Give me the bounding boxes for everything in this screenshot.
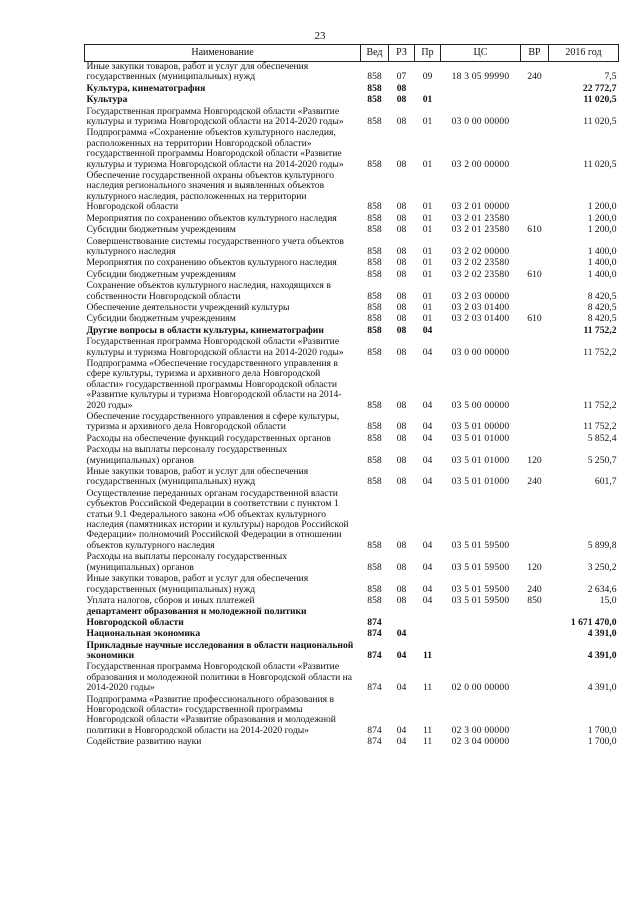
- cell-cs: 03 2 01 23580: [451, 224, 510, 236]
- cell-rz: 08: [396, 399, 407, 411]
- cell-amount: 11 752,2: [583, 324, 617, 336]
- cell-rz: 08: [396, 116, 407, 128]
- cell-rz: 08: [396, 539, 407, 551]
- cell-rz: [389, 607, 415, 629]
- cell-pr: 01: [422, 245, 433, 257]
- cell-rz: 08: [396, 268, 407, 280]
- cell-ved: 858: [367, 313, 382, 325]
- cell-cs: 03 5 01 59500: [451, 583, 510, 595]
- table-row: [85, 337, 619, 359]
- table-row: [85, 281, 619, 303]
- cell-cs: 03 2 02 23580: [451, 257, 510, 269]
- cell-pr: 04: [422, 432, 433, 444]
- cell-rz: 08: [396, 313, 407, 325]
- cell-pr: 01: [422, 116, 433, 128]
- cell-ved: 874: [367, 628, 382, 640]
- cell-rz: 08: [396, 594, 407, 606]
- cell-vr: [521, 489, 549, 552]
- cell-pr: 04: [422, 561, 433, 573]
- cell-cs: 03 2 01 00000: [451, 201, 510, 213]
- cell-amount: 11 752,2: [583, 421, 617, 433]
- header-amount: 2016 год: [549, 45, 619, 62]
- header-ved: Вед: [361, 45, 389, 62]
- cell-name: Национальная экономика: [86, 628, 201, 640]
- cell-pr: 04: [422, 324, 433, 336]
- cell-rz: 08: [396, 561, 407, 573]
- cell-name: Субсидии бюджетным учреждениям: [86, 268, 236, 280]
- cell-amount: 5 899,8: [587, 539, 617, 551]
- table-row: [85, 84, 619, 95]
- cell-pr: 01: [422, 158, 433, 170]
- table-row: [85, 489, 619, 552]
- cell-cs: 03 5 01 01000: [451, 454, 510, 466]
- table-row: [85, 574, 619, 596]
- cell-pr: 01: [422, 212, 433, 224]
- cell-name: Государственная программа Новгородской области «Развитие образования и молодежной политики в Новгородской области на 2014-2020 годы»: [86, 661, 353, 694]
- cell-rz: 08: [396, 245, 407, 257]
- cell-cs: 03 5 01 00000: [451, 421, 510, 433]
- cell-vr: [521, 258, 549, 269]
- cell-pr: 01: [422, 290, 433, 302]
- cell-ved: 858: [367, 301, 382, 313]
- cell-name: Расходы на обеспечение функций государственных органов: [86, 432, 331, 444]
- cell-amount: 8 420,5: [587, 301, 617, 313]
- cell-name: Государственная программа Новгородской области «Развитие культуры и туризма Новгородской области на 2014-2020 годы»: [86, 336, 344, 358]
- cell-amount: 4 391,0: [587, 628, 617, 640]
- cell-amount: 15,0: [599, 594, 617, 606]
- cell-pr: [415, 607, 441, 629]
- cell-cs: [441, 326, 521, 337]
- cell-rz: 08: [396, 301, 407, 313]
- table-row: [85, 359, 619, 412]
- cell-vr: [521, 237, 549, 259]
- cell-pr: 04: [422, 454, 433, 466]
- table-row: [85, 95, 619, 106]
- cell-ved: 874: [367, 682, 382, 694]
- cell-pr: 01: [422, 201, 433, 213]
- cell-vr: 850: [527, 594, 542, 606]
- cell-amount: 22 772,7: [582, 82, 617, 94]
- table-row: [85, 695, 619, 738]
- cell-rz: 04: [396, 628, 407, 640]
- cell-amount: 2 634,6: [587, 583, 617, 595]
- cell-ved: 858: [367, 421, 382, 433]
- cell-cs: 03 5 01 01000: [451, 432, 510, 444]
- cell-vr: [521, 695, 549, 738]
- cell-rz: 08: [396, 421, 407, 433]
- cell-pr: 01: [422, 224, 433, 236]
- cell-vr: [521, 737, 549, 748]
- cell-pr: 11: [422, 649, 433, 661]
- table-row: [85, 107, 619, 129]
- cell-rz: 08: [396, 212, 407, 224]
- header-pr: Пр: [415, 45, 441, 62]
- cell-vr: [521, 84, 549, 95]
- cell-name: Обеспечение деятельности учреждений культуры: [86, 301, 290, 313]
- cell-vr: [521, 128, 549, 171]
- cell-ved: 858: [367, 399, 382, 411]
- cell-rz: 08: [396, 454, 407, 466]
- cell-ved: 858: [367, 539, 382, 551]
- cell-rz: 08: [396, 583, 407, 595]
- cell-ved: 858: [367, 324, 382, 336]
- cell-pr: 04: [422, 346, 433, 358]
- cell-ved: 858: [367, 201, 382, 213]
- cell-amount: 8 420,5: [587, 290, 617, 302]
- cell-amount: 7,5: [604, 71, 617, 83]
- cell-rz: 04: [396, 724, 407, 736]
- cell-rz: 08: [396, 224, 407, 236]
- cell-rz: 08: [396, 94, 407, 106]
- table-row: [85, 737, 619, 748]
- header-cs: ЦС: [441, 45, 521, 62]
- cell-cs: [441, 629, 521, 640]
- cell-vr: [521, 434, 549, 445]
- cell-vr: [521, 629, 549, 640]
- cell-rz: 08: [396, 201, 407, 213]
- cell-name: Государственная программа Новгородской области «Развитие культуры и туризма Новгородской области на 2014-2020 годы»: [86, 105, 344, 128]
- table-row: [85, 445, 619, 467]
- cell-amount: 3 250,2: [587, 561, 617, 573]
- cell-ved: 858: [367, 224, 382, 236]
- cell-amount: 11 752,2: [583, 399, 617, 411]
- cell-amount: 5 852,4: [587, 432, 617, 444]
- cell-pr: 04: [422, 476, 433, 488]
- cell-amount: 8 420,5: [587, 313, 617, 325]
- cell-pr: 04: [422, 421, 433, 433]
- cell-pr: 01: [422, 301, 433, 313]
- header-name: Наименование: [85, 45, 361, 62]
- cell-rz: 04: [396, 682, 407, 694]
- cell-amount: 1 200,0: [587, 201, 617, 213]
- cell-rz: 08: [396, 432, 407, 444]
- cell-ved: 858: [367, 290, 382, 302]
- cell-amount: 11 752,2: [583, 346, 617, 358]
- cell-cs: 03 5 01 59500: [451, 539, 510, 551]
- cell-ved: 858: [367, 432, 382, 444]
- cell-amount: 5 250,7: [587, 454, 617, 466]
- cell-pr: 04: [422, 539, 433, 551]
- cell-cs: 03 2 00 00000: [451, 158, 510, 170]
- cell-vr: [521, 281, 549, 303]
- table-row: [85, 225, 619, 236]
- cell-rz: 08: [396, 290, 407, 302]
- cell-pr: 01: [422, 268, 433, 280]
- cell-name: Субсидии бюджетным учреждениям: [86, 224, 236, 236]
- cell-name: Субсидии бюджетным учреждениям: [86, 313, 236, 325]
- cell-vr: 240: [527, 476, 542, 488]
- cell-vr: [521, 326, 549, 337]
- budget-table: [84, 44, 619, 749]
- cell-rz: 08: [396, 476, 407, 488]
- cell-cs: 02 0 00 00000: [451, 682, 510, 694]
- cell-vr: [521, 95, 549, 106]
- header-vr: ВР: [521, 45, 549, 62]
- cell-cs: 03 0 00 00000: [451, 346, 510, 358]
- cell-ved: 858: [367, 268, 382, 280]
- cell-pr: 04: [422, 594, 433, 606]
- table-row: [85, 258, 619, 269]
- table-row: [85, 128, 619, 171]
- cell-rz: 08: [396, 257, 407, 269]
- cell-name: Уплата налогов, сборов и иных платежей: [86, 594, 255, 606]
- cell-cs: 03 5 01 59500: [451, 594, 510, 606]
- cell-cs: 18 3 05 99990: [451, 71, 510, 83]
- cell-vr: 610: [527, 313, 542, 325]
- table-row: [85, 662, 619, 694]
- cell-ved: 858: [367, 561, 382, 573]
- cell-amount: 1 200,0: [587, 212, 617, 224]
- cell-ved: 874: [367, 736, 382, 748]
- cell-ved: 858: [367, 476, 382, 488]
- cell-name: Обеспечение государственной охраны объектов культурного наследия регионального значения и выявленных объектов культурного наследия, расположенных на территории Новгородской области: [86, 170, 335, 213]
- cell-amount: 1 400,0: [587, 268, 617, 280]
- cell-name: департамент образования и молодежной политики Новгородской области: [86, 606, 307, 628]
- cell-ved: 858: [367, 158, 382, 170]
- cell-name: Осуществление переданных органам государственной власти субъектов Российской Федерации в соответствии с пунктом 1 статьи 9.1 Федерального закона «Об объектах культурного наследия (памятниках истории и культуры) народов Российской Федерации» полномочий Российской Федерации в отношении объектов культурного наследия: [86, 487, 349, 551]
- cell-cs: [441, 84, 521, 95]
- cell-cs: 02 3 04 00000: [451, 736, 510, 748]
- cell-ved: 858: [367, 116, 382, 128]
- cell-rz: 08: [396, 82, 407, 94]
- cell-name: Другие вопросы в области культуры, кинематографии: [86, 324, 324, 336]
- table-row: [85, 412, 619, 434]
- cell-amount: 1 700,0: [587, 724, 617, 736]
- cell-cs: 03 2 02 23580: [451, 268, 510, 280]
- cell-pr: 01: [422, 94, 433, 106]
- cell-rz: 08: [396, 346, 407, 358]
- cell-vr: [521, 641, 549, 663]
- header-rz: РЗ: [389, 45, 415, 62]
- cell-name: Расходы на выплаты персоналу государственных (муниципальных) органов: [86, 444, 288, 466]
- table-header-row: [85, 45, 619, 62]
- cell-ved: 858: [367, 594, 382, 606]
- cell-amount: 11 020,5: [583, 116, 617, 128]
- table-row: [85, 629, 619, 640]
- cell-amount: 4 391,0: [587, 682, 617, 694]
- cell-amount: 1 400,0: [587, 245, 617, 257]
- cell-vr: [521, 662, 549, 694]
- cell-amount: 11 020,5: [583, 94, 617, 106]
- cell-cs: 03 5 00 00000: [451, 399, 510, 411]
- cell-pr: 04: [422, 399, 433, 411]
- table-row: [85, 607, 619, 629]
- cell-ved: 858: [367, 71, 382, 83]
- cell-name: Подпрограмма «Обеспечение государственного управления в сфере культуры, туризма и архивного дела Новгородской области» государственной программы Новгородской области «Развитие культуры и туризма Новгородской области на 2014-2020 годы»: [86, 357, 342, 411]
- cell-ved: 858: [367, 94, 382, 106]
- cell-vr: 610: [527, 268, 542, 280]
- cell-cs: 03 0 00 00000: [451, 116, 510, 128]
- cell-name: Иные закупки товаров, работ и услуг для обеспечения государственных (муниципальных) нужд: [86, 573, 309, 595]
- table-row: [85, 467, 619, 489]
- cell-rz: 08: [396, 158, 407, 170]
- cell-ved: 858: [367, 245, 382, 257]
- cell-pr: 11: [422, 682, 433, 694]
- cell-cs: 02 3 00 00000: [451, 724, 510, 736]
- cell-vr: 240: [527, 71, 542, 83]
- table-row: [85, 171, 619, 214]
- table-row: [85, 237, 619, 259]
- table-row: [85, 62, 619, 84]
- cell-name: Культура, кинематография: [86, 82, 206, 94]
- cell-ved: 858: [367, 454, 382, 466]
- page-number: 23: [314, 30, 326, 42]
- cell-pr: [415, 629, 441, 640]
- cell-rz: 08: [396, 324, 407, 336]
- cell-pr: 11: [422, 724, 433, 736]
- table-row: [85, 641, 619, 663]
- cell-pr: 01: [422, 313, 433, 325]
- cell-name: Совершенствование системы государственного учета объектов культурного наследия: [86, 235, 344, 257]
- cell-name: Иные закупки товаров, работ и услуг для обеспечения государственных (муниципальных) нужд: [86, 466, 309, 488]
- cell-vr: [521, 171, 549, 214]
- cell-name: Культура: [86, 94, 128, 106]
- cell-vr: [521, 412, 549, 434]
- cell-name: Иные закупки товаров, работ и услуг для обеспечения государственных (муниципальных) нужд: [86, 61, 309, 83]
- cell-pr: 09: [422, 71, 433, 83]
- cell-cs: [441, 607, 521, 629]
- cell-cs: 03 5 01 59500: [451, 561, 510, 573]
- cell-amount: 1 200,0: [587, 224, 617, 236]
- cell-name: Прикладные научные исследования в области национальной экономики: [86, 639, 354, 661]
- cell-ved: 858: [367, 583, 382, 595]
- cell-ved: 858: [367, 257, 382, 269]
- cell-name: Мероприятия по сохранению объектов культурного наследия: [86, 212, 337, 224]
- cell-name: Содействие развитию науки: [86, 736, 202, 748]
- cell-pr: 11: [422, 736, 433, 748]
- cell-name: Подпрограмма «Сохранение объектов культурного наследия, расположенных на территории Новгородской области» государственной программы Новгородской области «Развитие культуры и туризма Новгородской области на 2014-2020 годы»: [86, 127, 344, 170]
- cell-vr: 240: [527, 583, 542, 595]
- cell-name: Подпрограмма «Развитие профессионального образования в Новгородской области» государственной программы Новгородской области «Развитие образования и молодежной политики в Новгородской области на 2014-2020 годы»: [86, 693, 336, 736]
- cell-cs: 03 2 03 00000: [451, 290, 510, 302]
- cell-ved: 858: [367, 212, 382, 224]
- cell-amount: 1 700,0: [587, 736, 617, 748]
- cell-ved: 858: [367, 346, 382, 358]
- cell-ved: 874: [367, 649, 382, 661]
- cell-ved: 874: [367, 616, 382, 628]
- cell-amount: 1 400,0: [587, 257, 617, 269]
- cell-vr: [521, 337, 549, 359]
- cell-name: Сохранение объектов культурного наследия, находящихся в собственности Новгородской области: [86, 280, 331, 302]
- cell-cs: 03 2 01 23580: [451, 212, 510, 224]
- cell-vr: 120: [527, 561, 542, 573]
- cell-name: Обеспечение государственного управления в сфере культуры, туризма и архивного дела Новгородской области: [86, 411, 340, 433]
- cell-ved: 858: [367, 82, 382, 94]
- cell-amount: 1 671 470,0: [570, 616, 617, 628]
- cell-ved: 874: [367, 724, 382, 736]
- cell-cs: 03 2 03 01400: [451, 313, 510, 325]
- cell-rz: 04: [396, 649, 407, 661]
- cell-amount: 4 391,0: [587, 649, 617, 661]
- cell-cs: 03 2 03 01400: [451, 301, 510, 313]
- cell-cs: [441, 641, 521, 663]
- table-row: [85, 552, 619, 574]
- cell-cs: 03 2 02 00000: [451, 245, 510, 257]
- cell-rz: 07: [396, 71, 407, 83]
- cell-rz: 04: [396, 736, 407, 748]
- cell-pr: 01: [422, 257, 433, 269]
- cell-amount: 11 020,5: [583, 158, 617, 170]
- cell-cs: 03 5 01 01000: [451, 476, 510, 488]
- cell-vr: [521, 359, 549, 412]
- cell-amount: 601,7: [594, 476, 617, 488]
- cell-vr: 120: [527, 454, 542, 466]
- cell-pr: 04: [422, 583, 433, 595]
- cell-vr: [521, 607, 549, 629]
- cell-name: Мероприятия по сохранению объектов культурного наследия: [86, 257, 337, 269]
- cell-vr: [521, 107, 549, 129]
- cell-cs: [441, 95, 521, 106]
- cell-vr: 610: [527, 224, 542, 236]
- cell-name: Расходы на выплаты персоналу государственных (муниципальных) органов: [86, 551, 288, 573]
